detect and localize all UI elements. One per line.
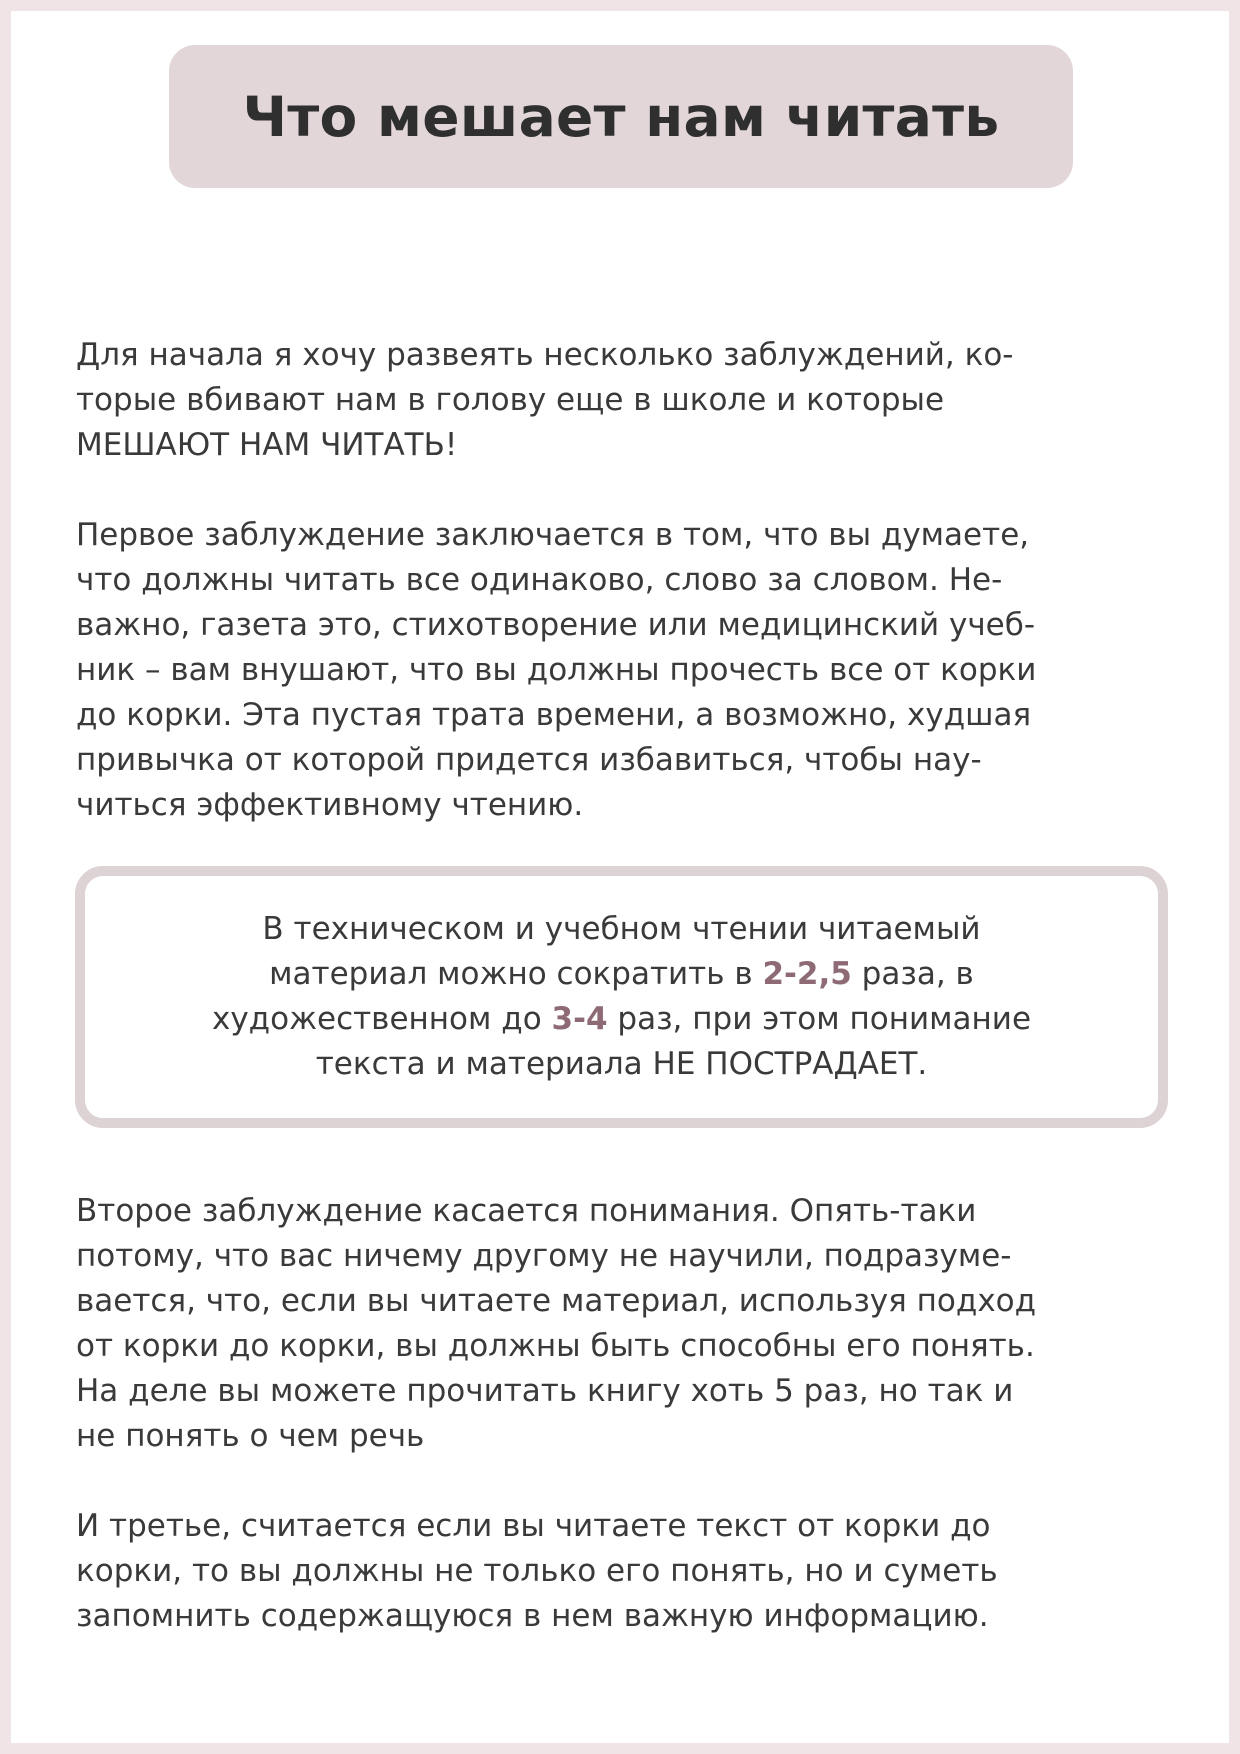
first-misconception-paragraph bbox=[76, 513, 1186, 828]
text-line: привычка от которой придется избавиться, чтобы нау- bbox=[76, 742, 982, 778]
text-line: потому, что вас ничему другому не научили, подразуме- bbox=[76, 1238, 1012, 1274]
text-line: На деле вы можете прочитать книгу хоть 5 раз, но так и bbox=[76, 1373, 1014, 1409]
callout-text-segment: материал можно сократить в bbox=[269, 956, 763, 992]
text-line: запомнить содержащуюся в нем важную информацию. bbox=[76, 1598, 989, 1634]
callout-line: текста и материала НЕ ПОСТРАДАЕТ. bbox=[315, 1046, 928, 1082]
text-line: торые вбивают нам в голову еще в школе и которые bbox=[76, 382, 945, 418]
callout-accent-number: 3-4 bbox=[551, 1001, 608, 1037]
callout-line: В техническом и учебном чтении читаемый bbox=[262, 911, 981, 947]
text-line: важно, газета это, стихотворение или медицинский учеб- bbox=[76, 607, 1036, 643]
callout-text bbox=[212, 907, 1031, 1087]
text-line: ник – вам внушают, что вы должны прочесть все от корки bbox=[76, 652, 1037, 688]
text-line: И третье, считается если вы читаете текст от корки до bbox=[76, 1508, 991, 1544]
text-line: не понять о чем речь bbox=[76, 1418, 425, 1454]
text-line: Второе заблуждение касается понимания. Опять-таки bbox=[76, 1193, 977, 1229]
text-line: до корки. Эта пустая трата времени, а возможно, худшая bbox=[76, 697, 1032, 733]
text-line: от корки до корки, вы должны быть способны его понять. bbox=[76, 1328, 1035, 1364]
page-title: Что мешает нам читать bbox=[242, 84, 1000, 149]
callout-line bbox=[212, 952, 1031, 997]
intro-paragraph bbox=[76, 333, 1186, 468]
text-line: Первое заблуждение заключается в том, что вы думаете, bbox=[76, 517, 1030, 553]
title-banner bbox=[169, 45, 1073, 188]
callout-accent-number: 2-2,5 bbox=[762, 956, 852, 992]
callout-text-segment: раза, в bbox=[851, 956, 974, 992]
text-line: МЕШАЮТ НАМ ЧИТАТЬ! bbox=[76, 427, 458, 463]
text-line: что должны читать все одинаково, слово за словом. Не- bbox=[76, 562, 1003, 598]
callout-line bbox=[212, 997, 1031, 1042]
third-misconception-paragraph bbox=[76, 1504, 1186, 1639]
text-line: вается, что, если вы читаете материал, используя подход bbox=[76, 1283, 1037, 1319]
text-line: читься эффективному чтению. bbox=[76, 787, 584, 823]
callout-text-segment: раз, при этом понимание bbox=[607, 1001, 1032, 1037]
second-misconception-paragraph bbox=[76, 1189, 1186, 1459]
text-line: Для начала я хочу развеять несколько заблуждений, ко- bbox=[76, 337, 1014, 373]
text-line: корки, то вы должны не только его понять, но и суметь bbox=[76, 1553, 998, 1589]
callout-text-segment: художественном до bbox=[211, 1001, 552, 1037]
highlight-callout bbox=[75, 866, 1168, 1128]
